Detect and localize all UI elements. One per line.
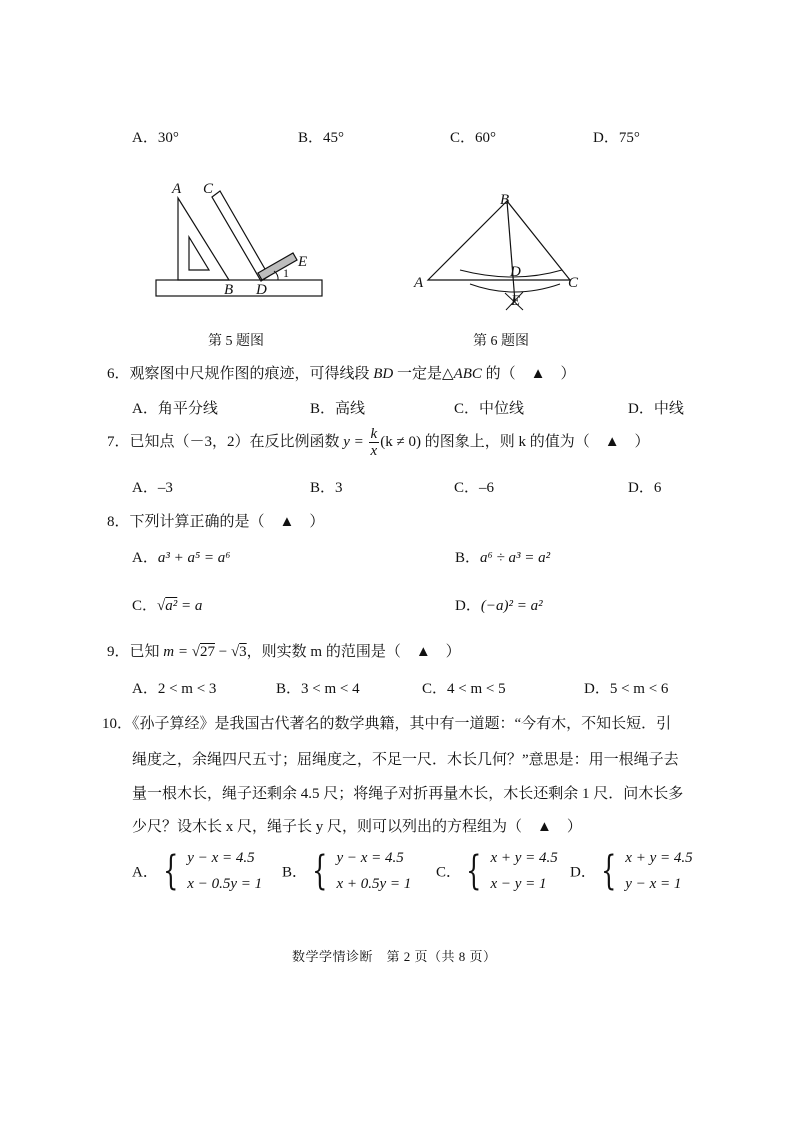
q7-option-d: D．6 (628, 480, 662, 496)
q6-stem (107, 362, 576, 383)
q10-option-a-brace: { (162, 848, 179, 894)
q6-stem-suffix: 的（ ▲ ） (481, 366, 576, 382)
q9-stem-prefix: 9．已知 (107, 644, 164, 660)
q9-root-3: 3 (239, 644, 247, 660)
fig5-label-e: E (298, 254, 308, 270)
q10-line-2: 绳度之，余绳四尺五寸；屈绳度之，不足一尺．木长几何？”意思是：用一根绳子去 (132, 752, 679, 768)
q10-line-3: 量一根木长，绳子还剩余 4.5 尺；将绳子对折再量木长，木长还剩余 1 尺．问木长多 (132, 786, 684, 802)
q9-minus: − (214, 644, 231, 660)
q10-option-b-eq2: x + 0.5y = 1 (336, 876, 412, 892)
q8-stem: 8．下列计算正确的是（ ▲ ） (107, 514, 325, 530)
q4-option-a: A．30° (132, 130, 179, 146)
q7-option-b: B．3 (310, 480, 343, 496)
q10-option-a-eq1: y − x = 4.5 (187, 850, 255, 866)
fig6-label-a: A (414, 275, 424, 291)
q10-option-d-eq1: x + y = 4.5 (625, 850, 693, 866)
q9-expr-lhs: m = (163, 644, 192, 660)
figure-6-caption: 第 6 题图 (473, 334, 529, 349)
q8-option-a-expr: a³ + a⁵ = a⁶ (157, 550, 231, 566)
q4-option-d: D．75° (593, 130, 640, 146)
q8-option-b (455, 546, 550, 567)
q6-option-b: B．高线 (310, 401, 366, 417)
figure-5 (150, 175, 330, 300)
q8-option-d-label: D． (455, 598, 481, 614)
fig5-label-1: 1 (283, 266, 289, 280)
q8-option-c-rest: = a (177, 598, 203, 614)
q8-option-b-expr: a⁶ ÷ a³ = a² (480, 550, 551, 566)
q10-option-a-label: A． (132, 864, 158, 881)
q6-option-a: A．角平分线 (132, 401, 218, 417)
fig6-label-d: D (510, 264, 521, 280)
q8-option-d (455, 594, 543, 615)
q10-option-c (436, 845, 558, 897)
q10-option-d-label: D． (570, 864, 596, 881)
q10-option-b-eq1: y − x = 4.5 (336, 850, 404, 866)
q7-frac-den: x (370, 443, 378, 459)
q10-option-c-eq1: x + y = 4.5 (490, 850, 558, 866)
q6-stem-mid: 一定是△ (393, 366, 454, 382)
q10-option-b-system (336, 845, 411, 897)
q10-option-d-eq2: y − x = 1 (625, 876, 682, 892)
q6-stem-prefix: 6．观察图中尺规作图的痕迹，可得线段 (107, 366, 374, 382)
q10-option-a-system (187, 845, 262, 897)
q8-option-c-label: C． (132, 598, 158, 614)
q4-option-c: C．60° (450, 130, 497, 146)
q9-root-27: 27 (199, 644, 215, 660)
q10-option-b-brace: { (312, 848, 328, 894)
q10-line-4: 少尺？设木长 x 尺，绳子长 y 尺，则可以列出的方程组为（ ▲ ） (132, 819, 582, 835)
figure-6 (410, 188, 590, 318)
q7-condition: (k ≠ 0) (380, 433, 421, 450)
q10-line-1: 10．《孙子算经》是我国古代著名的数学典籍，其中有一道题：“今有木，不知长短．引 (102, 716, 672, 732)
q8-option-a-label: A． (132, 550, 158, 566)
fig6-triangle (428, 201, 570, 280)
q6-segment-bd: BD (373, 366, 394, 382)
fig5-set-square (178, 198, 229, 280)
q10-option-a-eq2: x − 0.5y = 1 (187, 876, 263, 892)
q7-option-c: C．–6 (454, 480, 495, 496)
fig6-label-b: B (500, 192, 510, 208)
q10-option-d (570, 845, 693, 897)
fig6-label-c: C (568, 275, 579, 291)
q10-option-d-system (625, 845, 692, 897)
q4-option-b: B．45° (298, 130, 345, 146)
q10-option-b-label: B． (282, 864, 308, 881)
q10-option-c-system (490, 845, 557, 897)
fig5-ruler (156, 280, 322, 296)
q7-stem-suffix: 的图象上，则 k 的值为（ ▲ ） (420, 433, 650, 450)
q10-option-c-eq2: x − y = 1 (490, 876, 547, 892)
fig6-line-bd (507, 201, 515, 302)
q7-fraction (369, 426, 380, 459)
q7-frac-num: k (370, 426, 378, 442)
page-footer: 数学学情诊断 第 2 页（共 8 页） (292, 949, 497, 964)
q7-stem (107, 426, 650, 459)
q9-option-a: A．2 < m < 3 (132, 681, 217, 697)
q6-option-d: D．中线 (628, 401, 684, 417)
q9-stem-suffix: ，则实数 m 的范围是（ ▲ ） (246, 644, 461, 660)
q9-option-b: B．3 < m < 4 (276, 681, 360, 697)
fig6-label-e: E (511, 293, 521, 309)
q10-option-a (132, 845, 262, 897)
q9-stem: 9．已知 m = √27 − √3，则实数 m 的范围是（ ▲ ） (107, 644, 461, 660)
q10-option-c-brace: { (466, 848, 482, 894)
q10-option-d-brace: { (600, 848, 617, 894)
q9-option-d: D．5 < m < 6 (584, 681, 669, 697)
q7-stem-prefix: 7．已知点（－3，2）在反比例函数 (107, 433, 344, 450)
q8-option-a (132, 546, 231, 567)
fig5-label-b: B (224, 282, 234, 298)
q8-option-c: C．√a² = a (132, 598, 203, 614)
q9-option-c: C．4 < m < 5 (422, 681, 506, 697)
q8-option-b-label: B． (455, 550, 481, 566)
fig5-label-c: C (203, 181, 214, 197)
q6-option-c: C．中位线 (454, 401, 525, 417)
fig6-arc-bottom (470, 284, 560, 292)
q10-option-b (282, 845, 411, 897)
q10-option-c-label: C． (436, 864, 462, 881)
q8-option-d-expr: (−a)² = a² (480, 598, 543, 614)
q8-option-c-root: a² (165, 598, 178, 614)
figure-5-caption: 第 5 题图 (208, 334, 264, 349)
fig5-label-d: D (256, 282, 267, 298)
q7-option-a: A．–3 (132, 480, 173, 496)
q7-func-lhs: y = (343, 433, 364, 450)
fig5-label-a: A (172, 181, 182, 197)
q6-triangle-abc: ABC (453, 366, 482, 382)
